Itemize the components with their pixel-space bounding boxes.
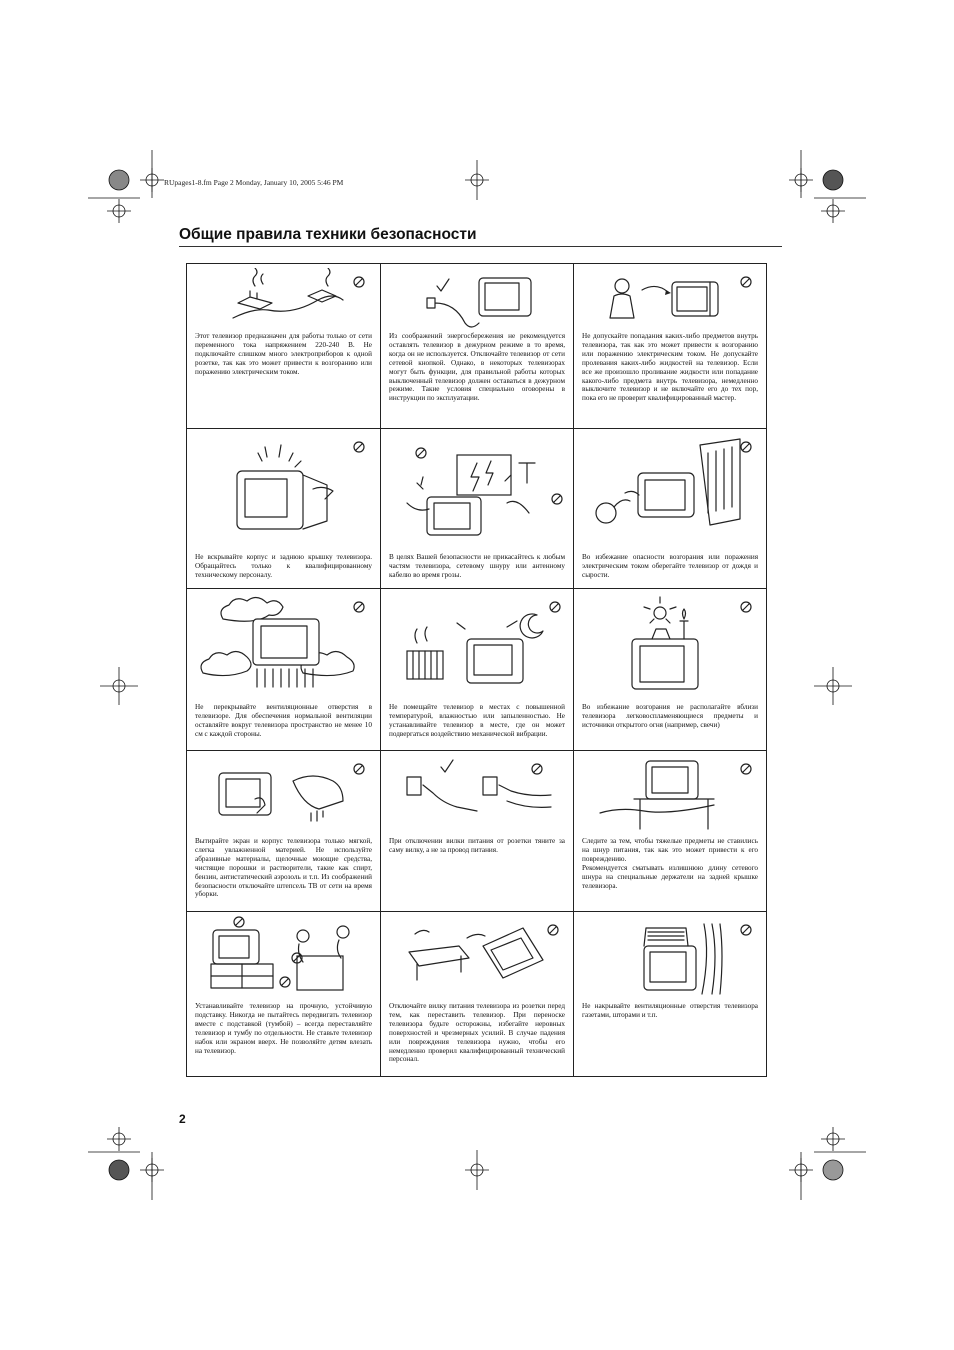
safety-text: Этот телевизор предназначен для работы только от сети переменного тока напряжением 220-240 В. Не подключайте слишком много электроприборов к одной розетке, так как это может привести к возгоранию или поражению электрическим током. — [195, 332, 372, 376]
open-cover-illustration — [193, 433, 373, 545]
safety-text: Не помещайте телевизор в местах с повышенной температурой, влажностью или запыленностью. Не устанавливайте телевизор в месте, где он может подвергаться воздействию механической вибрации. — [389, 703, 565, 738]
safety-text: Не допускайте попадания каких-либо предметов внутрь телевизора, так как это может привести к возгоранию или поражению электрическим током. Не допускайте пролевания каких-либо жидкостей на телевизор. Если все же произошло проливание жидкости или попадание какого-либо предмета внутрь телевизора, немедленно выключите телевизор и не включайте его до тех пор, пока его не проверит квалифицированный мастер. — [582, 332, 758, 403]
prohibited-icon — [741, 277, 751, 287]
safety-text: Не накрывайте вентиляционные отверстия телевизора газетами, шторами и т.п. — [582, 1002, 758, 1019]
prohibited-icon — [741, 925, 751, 935]
unplug-illustration — [387, 755, 567, 835]
safety-grid — [186, 263, 767, 1077]
ventilation-illustration — [193, 593, 373, 699]
safety-cell — [574, 751, 766, 912]
page-title: Общие правила техники безопасности — [179, 226, 477, 243]
safety-cell — [381, 751, 574, 912]
power-strip-illustration — [193, 268, 373, 330]
safety-cell — [381, 429, 574, 589]
rain-illustration — [580, 433, 760, 545]
prohibited-icon — [354, 442, 364, 452]
safety-text: В целях Вашей безопасности не прикасайтесь к любым частям телевизора, сетевому шнуру или антенному кабелю во время грозы. — [389, 553, 565, 579]
prohibited-icon — [741, 442, 751, 452]
cleaning-illustration — [193, 755, 373, 835]
prohibited-icon — [234, 917, 244, 927]
prohibited-icon — [552, 494, 562, 504]
safety-text: Не вскрывайте корпус и заднюю крышку телевизора. Обращайтесь только к квалифицированному техническому персоналу. — [195, 553, 372, 579]
safety-cell — [574, 912, 766, 1076]
tv-standby-illustration — [387, 268, 567, 330]
safety-text: Отключайте вилку питания телевизора из розетки перед тем, как переставить телевизор. При переноске телевизора будьте осторожны, избегайте неровных поверхностей и чрезмерных усилий. В случае падения или повреждения телевизора нужно, чтобы его немедленно проверил квалифицированный технический персонал. — [389, 1002, 565, 1064]
prohibited-icon — [416, 448, 426, 458]
check-icon — [437, 279, 449, 291]
safety-cell — [187, 912, 381, 1076]
safety-text: Не перекрывайте вентиляционные отверстия в телевизоре. Для обеспечения нормальной вентиляции оставляйте вокруг телевизора пространство не менее 10 см с каждой стороны. — [195, 703, 372, 738]
prohibited-icon — [354, 764, 364, 774]
safety-cell — [574, 429, 766, 589]
safety-text: Следите за тем, чтобы тяжелые предметы не ставились на шнур питания, так как это может привести к его повреждению. Рекомендуется сматывать излишнюю длину сетевого шнура на специальные держатели на задней крышке телевизора. — [582, 837, 758, 890]
prohibited-icon — [532, 764, 542, 774]
title-rule — [179, 246, 782, 247]
prohibited-icon — [548, 925, 558, 935]
safety-text: Из соображений энергосбережения не рекомендуется оставлять телевизор в дежурном режиме в то время, когда он не используется. Отключайте телевизор от сети сетевой кнопкой. Однако, в некоторых телевизорах могут быть функции, для правильной работы которых выключенный телевизор должен оставаться в дежурном режиме. Такие условия специально оговорены в инструкции по эксплуатации. — [389, 332, 565, 403]
prohibited-icon — [280, 977, 290, 987]
lightning-illustration — [387, 433, 567, 545]
safety-cell — [381, 912, 574, 1076]
covering-illustration — [580, 916, 760, 996]
safety-text: Во избежание возгорания не располагайте вблизи телевизора легковоспламеняющиеся предметы и источники открытого огня (например, свечи) — [582, 703, 758, 729]
safety-cell — [574, 589, 766, 751]
safety-text: Устанавливайте телевизор на прочную, устойчивую подставку. Никогда не пытайтесь передвигать телевизор вместе с подставкой (тумбой) – всегда переставляйте телевизор и тумбу по отдельности. Не ставьте телевизор набок или экраном вверх. Не позволяйте детям влезать на телевизор. — [195, 1002, 372, 1055]
fire-illustration — [580, 593, 760, 699]
safety-cell — [574, 264, 766, 429]
safety-cell — [187, 751, 381, 912]
page-number: 2 — [179, 1112, 186, 1126]
stand-illustration — [193, 916, 373, 996]
safety-cell — [381, 589, 574, 751]
prohibited-icon — [550, 602, 560, 612]
prohibited-icon — [354, 602, 364, 612]
safety-cell — [187, 429, 381, 589]
safety-text: При отключении вилки питания от розетки тяните за саму вилку, а не за провод питания. — [389, 837, 565, 854]
safety-text: Вытирайте экран и корпус телевизора только мягкой, слегка увлажненной материей. Не используйте абразивные материалы, щелочные моющие средства, чистящие порошки и растворители, такие как спирт, бензин, антистатический аэрозоль и т.п. Из соображений безопасности отключайте штепсель ТВ от сети на время уборки. — [195, 837, 372, 899]
moving-illustration — [387, 916, 567, 996]
file-slug: RUpages1-8.fm Page 2 Monday, January 10, 2005 5:46 PM — [164, 178, 344, 187]
check-icon — [441, 760, 453, 772]
prohibited-icon — [354, 277, 364, 287]
safety-cell — [187, 264, 381, 429]
safety-cell — [381, 264, 574, 429]
prohibited-icon — [741, 764, 751, 774]
prohibited-icon — [741, 602, 751, 612]
heat-humidity-illustration — [387, 593, 567, 699]
safety-text: Во избежание опасности возгорания или поражения электрическим током оберегайте телевизор от дождя и сырости. — [582, 553, 758, 579]
cord-illustration — [580, 755, 760, 835]
safety-cell — [187, 589, 381, 751]
object-inside-illustration — [580, 268, 760, 330]
